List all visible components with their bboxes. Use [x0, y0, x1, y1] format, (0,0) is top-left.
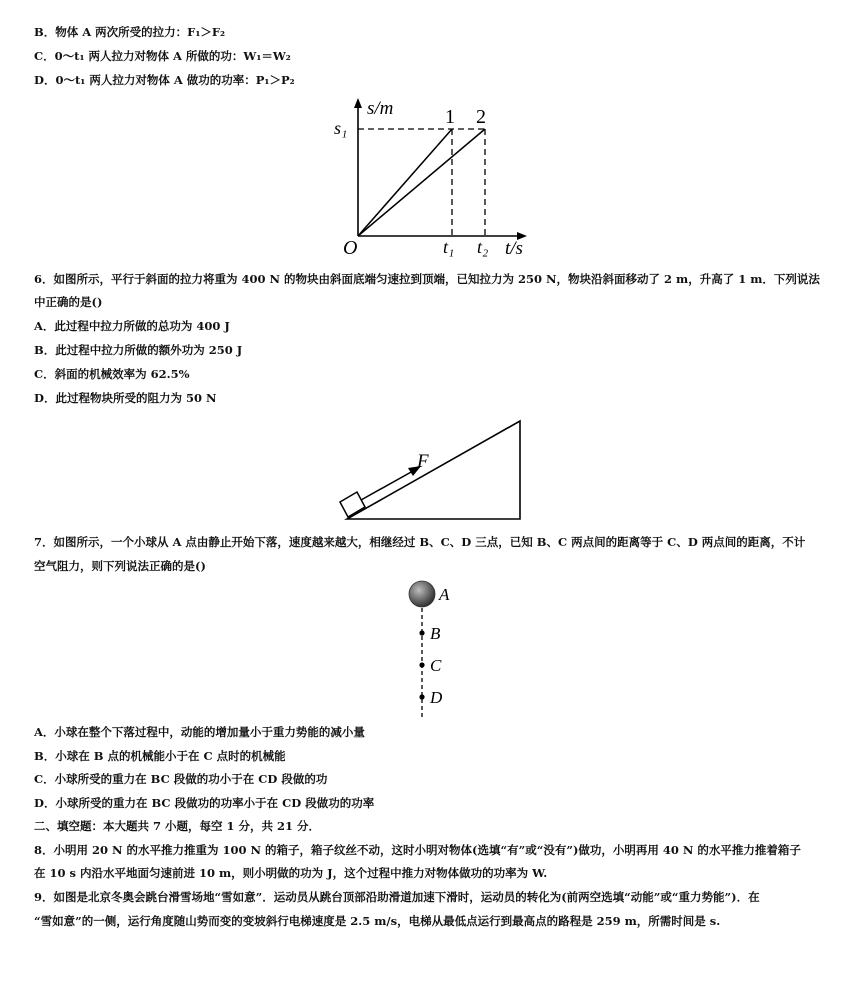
point-b-label: B [430, 624, 441, 643]
q7-stem-line1: 7．如图所示，一个小球从 A 点由静止开始下落，速度越来越大，相继经过 B、C、D 三点，已知 B、C 两点间的距离等于 C、D 两点间的距离，不计 [34, 535, 806, 549]
q6-option-c: C．斜面的机械效率为 62.5% [34, 367, 190, 381]
q7-option-a: A．小球在整个下落过程中，动能的增加量小于重力势能的减小量 [34, 725, 365, 739]
q7-option-b: B．小球在 B 点的机械能小于在 C 点时的机械能 [34, 749, 286, 763]
t1-label: t₁ [443, 237, 455, 257]
q7-option-c: C．小球所受的重力在 BC 段做的功小于在 CD 段做的功 [34, 772, 328, 786]
x-axis-label: t/s [505, 238, 523, 259]
point-c-label: C [430, 656, 442, 675]
q9-line2: “雪如意”的一侧，运行角度随山势而变的变坡斜行电梯速度是 2.5 m/s，电梯从最低点运行到最高点的路程是 259 m，所需时间是 s. [34, 914, 721, 928]
line-1 [358, 129, 452, 236]
line-1-label: 1 [445, 106, 455, 128]
q6-option-b: B．此过程中拉力所做的额外功为 250 J [34, 343, 243, 357]
point-b-dot [419, 630, 424, 635]
block [340, 492, 365, 517]
q8-line2: 在 10 s 内沿水平地面匀速前进 10 m，则小明做的功为 J，这个过程中推力对物体做功的功率为 W. [34, 866, 548, 880]
q9-line1: 9．如图是北京冬奥会跳台滑雪场地“雪如意”．运动员从跳台顶部沿助滑道加速下滑时，运动员的转化为(前两空选填“动能”或“重力势能”)．在 [34, 890, 760, 904]
point-c-dot [419, 662, 424, 667]
line-2-label: 2 [476, 106, 486, 128]
incline-triangle [347, 421, 520, 519]
q5-option-b: B．物体 A 两次所受的拉力：F₁＞F₂ [34, 25, 226, 39]
q8-line1: 8．小明用 20 N 的水平推力推重为 100 N 的箱子，箱子纹丝不动，这时小明对物体(选填“有”或“没有”)做功，小明再用 40 N 的水平推力推着箱子 [34, 843, 801, 857]
section2-heading: 二、填空题：本大题共 7 小题，每空 1 分，共 21 分． [34, 819, 321, 833]
q7-option-d: D．小球所受的重力在 BC 段做功的功率小于在 CD 段做功的功率 [34, 796, 375, 810]
q7-stem-line2: 空气阻力，则下列说法正确的是() [34, 559, 206, 573]
q5-option-c: C．0～t₁ 两人拉力对物体 A 所做的功：W₁＝W₂ [34, 49, 291, 63]
q6-option-a: A．此过程中拉力所做的总功为 400 J [34, 319, 230, 333]
q6-stem-line2: 中正确的是() [34, 295, 103, 309]
s1-label: s₁ [334, 118, 348, 138]
y-axis-arrow [354, 98, 362, 108]
t2-label: t₂ [477, 237, 489, 257]
q5-option-d: D．0～t₁ 两人拉力对物体 A 做功的功率：P₁＞P₂ [34, 73, 295, 87]
st-graph-figure [325, 96, 540, 262]
y-axis-label: s/m [367, 98, 394, 119]
falling-ball-figure [400, 578, 460, 720]
line-2 [358, 129, 485, 236]
incline-figure [335, 415, 530, 525]
origin-label: O [343, 237, 358, 259]
force-label: F [417, 451, 429, 472]
q6-stem-line1: 6．如图所示，平行于斜面的拉力将重为 400 N 的物块由斜面底端匀速拉到顶端，已知拉力为 250 N，物块沿斜面移动了 2 m，升高了 1 m．下列说法 [34, 272, 820, 286]
point-d-label: D [430, 688, 443, 707]
ball [409, 581, 435, 607]
point-a-label: A [439, 585, 450, 604]
point-d-dot [419, 694, 424, 699]
q6-option-d: D．此过程物块所受的阻力为 50 N [34, 391, 217, 405]
